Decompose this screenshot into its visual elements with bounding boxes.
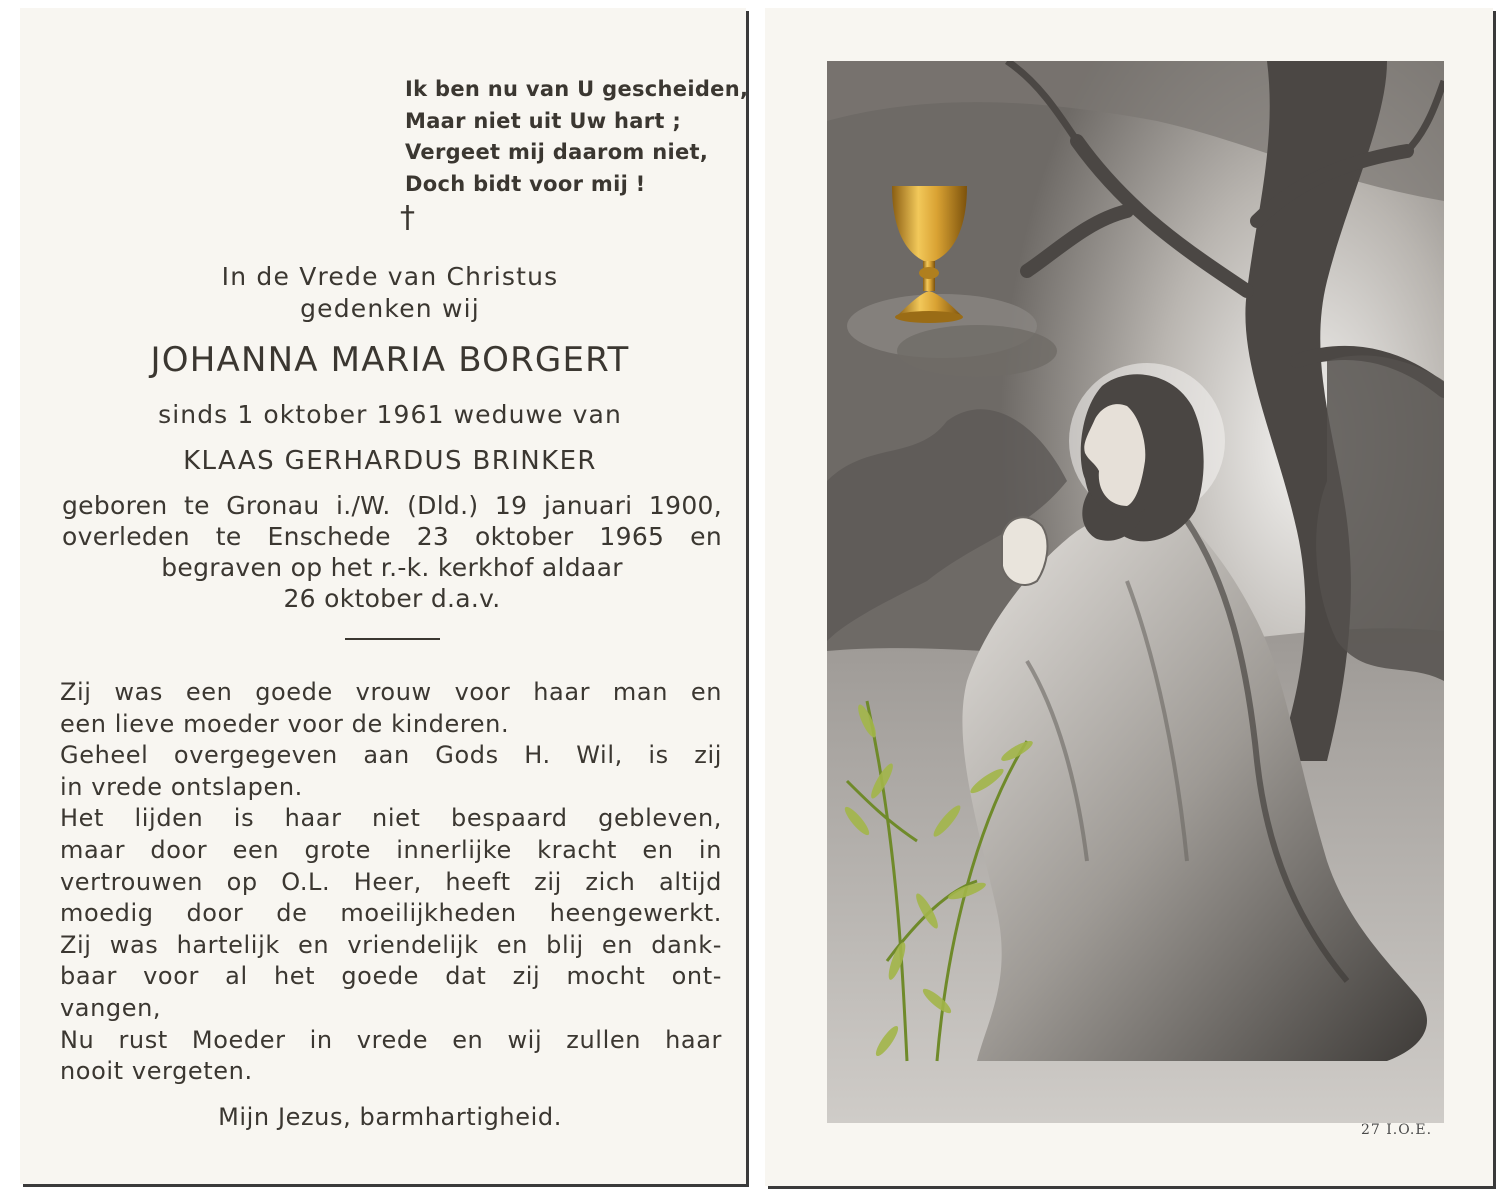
fact-line: geboren te Gronau i./W. (Dld.) 19 januari 1900,	[62, 491, 722, 520]
tribute-line: Nu rust Moeder in vrede en wij zullen haar	[60, 1025, 722, 1054]
intro	[40, 261, 740, 325]
poem-line: Maar niet uit Uw hart ;	[405, 108, 682, 133]
tribute-line: maar door een grote innerlijke kracht en in	[60, 835, 722, 864]
husband-name: KLAAS GERHARDUS BRINKER	[183, 446, 597, 476]
print-credit: 27 I.O.E.	[1361, 1122, 1433, 1138]
praying-figure-icon	[827, 61, 1444, 1123]
tribute-line: baar voor al het goede dat zij mocht ont-	[60, 962, 722, 991]
tribute-line: Zij was een goede vrouw voor haar man en	[60, 678, 722, 706]
fact-line: 26 oktober d.a.v.	[283, 584, 501, 613]
poem-line: Doch bidt voor mij !	[405, 171, 646, 196]
tribute-line: vangen,	[60, 993, 162, 1022]
tribute-line: moedig door de moeilijkheden heengewerkt.	[60, 899, 722, 928]
tribute-line: Geheel overgegeven aan Gods H. Wil, is zij	[60, 741, 722, 770]
tribute-line: Zij was hartelijk en vriendelijk en blij en dank-	[60, 930, 722, 959]
memorial-card-text-side	[20, 8, 749, 1184]
intro-line: gedenken wij	[300, 294, 480, 323]
poem	[405, 74, 748, 200]
poem-line: Vergeet mij daarom niet,	[405, 140, 709, 164]
tribute-line: Het lijden is haar niet bespaard gebleven,	[60, 804, 722, 833]
life-facts	[62, 490, 722, 614]
divider	[345, 638, 440, 640]
fact-line: overleden te Enschede 23 oktober 1965 en	[62, 522, 722, 551]
tribute-line: in vrede ontslapen.	[60, 772, 303, 801]
closing-prayer: Mijn Jezus, barmhartigheid.	[218, 1103, 562, 1131]
tribute-text	[60, 677, 722, 1088]
deceased-name: JOHANNA MARIA BORGERT	[150, 340, 630, 380]
devotional-illustration	[827, 61, 1444, 1123]
tribute-line: nooit vergeten.	[60, 1057, 253, 1086]
cross-icon: †	[400, 200, 415, 235]
tribute-line: vertrouwen op O.L. Heer, heeft zij zich altijd	[60, 867, 722, 896]
tribute-line: een lieve moeder voor de kinderen.	[60, 709, 510, 738]
fact-line: begraven op het r.-k. kerkhof aldaar	[161, 553, 623, 582]
poem-line: Ik ben nu van U gescheiden,	[405, 77, 749, 101]
intro-line: In de Vrede van Christus	[221, 262, 559, 291]
memorial-card-picture-side	[765, 8, 1493, 1186]
widow-since: sinds 1 oktober 1961 weduwe van	[158, 400, 622, 429]
